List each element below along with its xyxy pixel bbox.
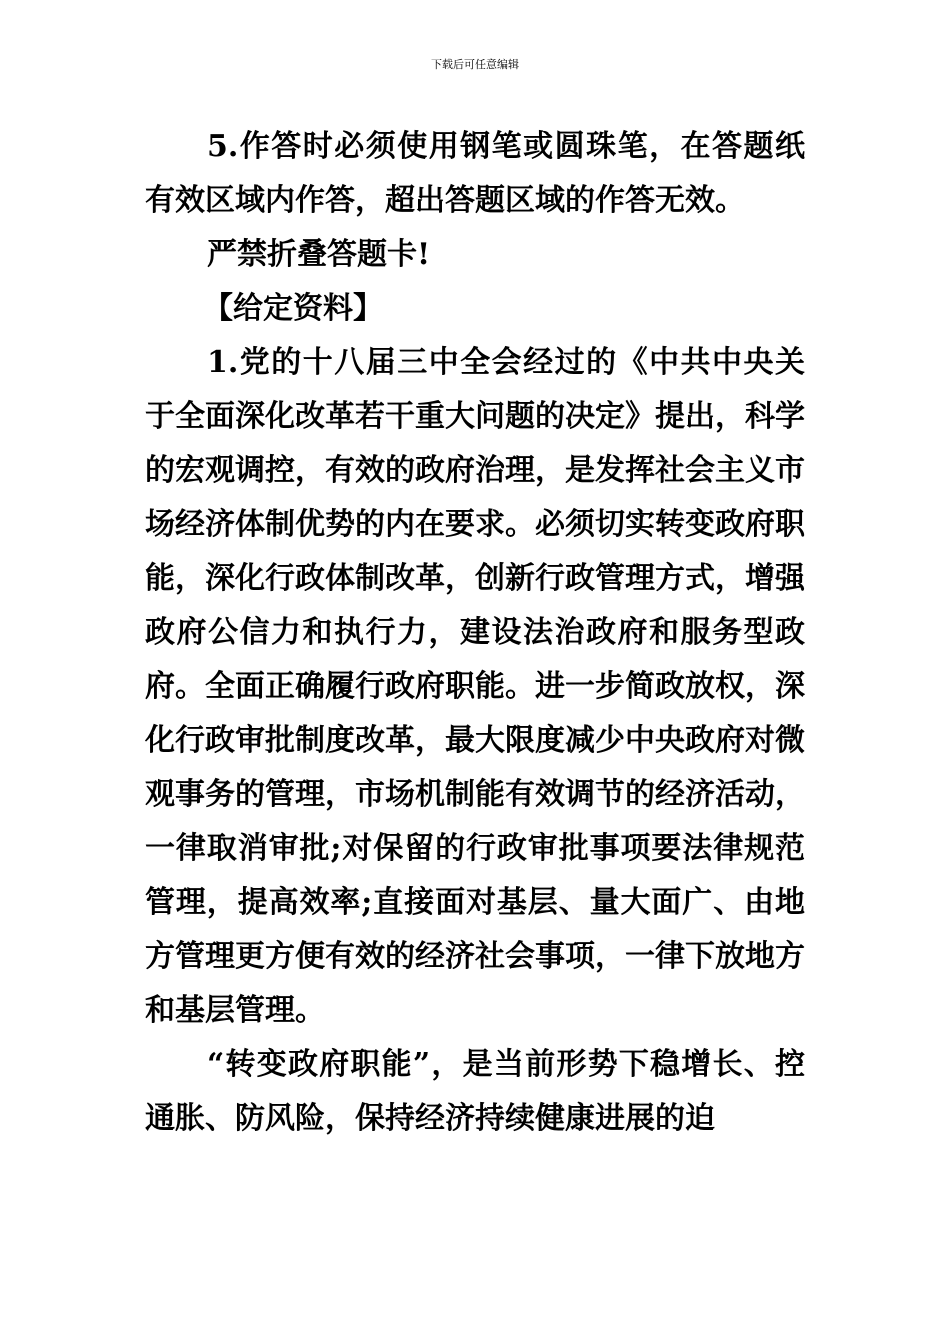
paragraph-no-folding: 严禁折叠答题卡! <box>207 237 431 272</box>
document-body <box>145 120 805 1146</box>
paragraph-material-1: 1.党的十八届三中全会经过的《中共中央关于全面深化改革若干重大问题的决定》提出，科学的宏观调控，有效的政府治理，是发挥社会主义市场经济体制优势的内在要求。必须切实转变政府职能，深化行政体制改革，创新行政管理方式，增强政府公信力和执行力，建设法治政府和服务型政府。全面正确履行政府职能。进一步简政放权，深化行政审批制度改革，最大限度减少中央政府对微观事务的管理，市场机制能有效调节的经济活动，一律取消审批;对保留的行政审批事项要法律规范管理，提高效率;直接面对基层、量大面广、由地方管理更方便有效的经济社会事项，一律下放地方和基层管理。 <box>145 345 805 1028</box>
section-heading-given-materials: 【给定资料】 <box>203 291 383 326</box>
page-header: 下载后可任意编辑 <box>431 58 519 71</box>
paragraph-instruction-5: 5.作答时必须使用钢笔或圆珠笔，在答题纸有效区域内作答，超出答题区域的作答无效。 <box>145 129 805 218</box>
paragraph-transform-government-functions: “转变政府职能”，是当前形势下稳增长、控通胀、防风险，保持经济持续健康进展的迫 <box>145 1047 805 1136</box>
